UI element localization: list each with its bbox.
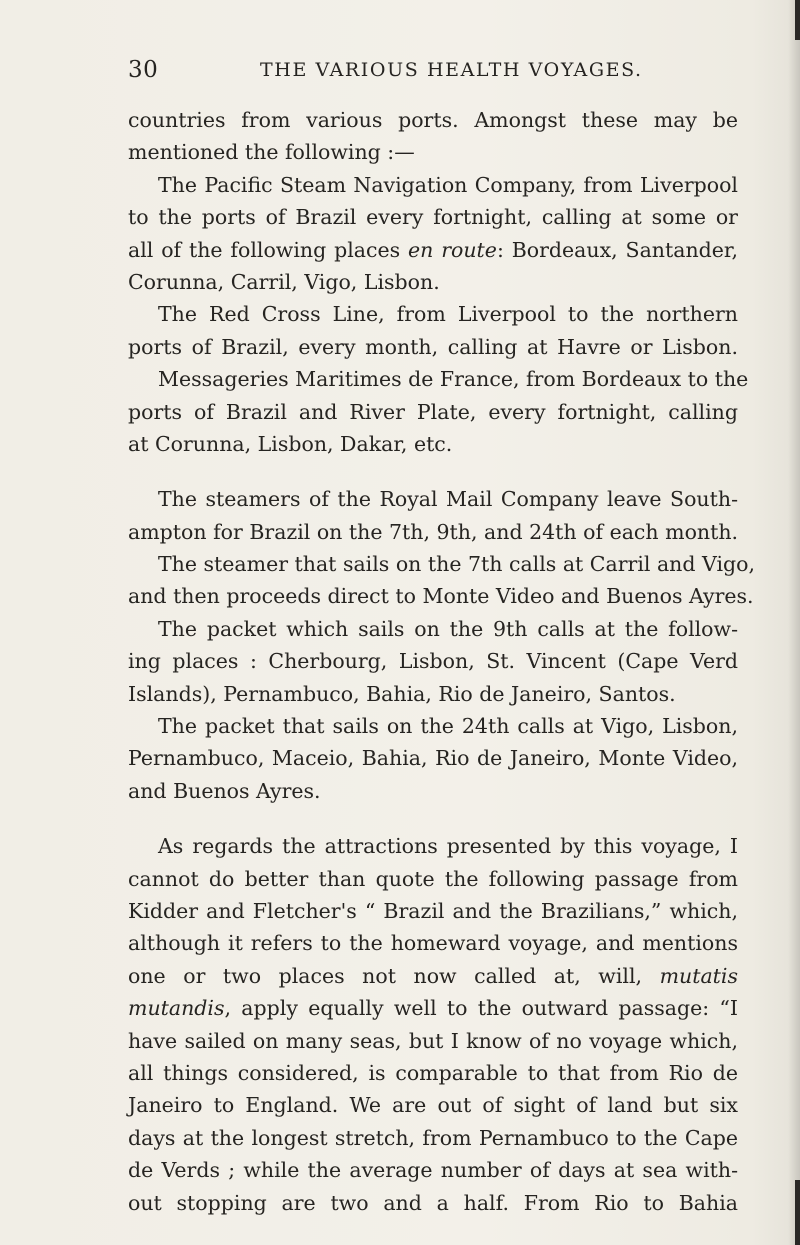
text-line: Kidder and Fletcher's “ Brazil and the Brazilians,” which, [128, 898, 738, 923]
text-line: although it refers to the homeward voyage, and mentions [128, 931, 738, 956]
text-line: Janeiro to England. We are out of sight of land but six [128, 1093, 738, 1118]
text-run: all of the following places [128, 237, 401, 262]
text-line: ports of Brazil and River Plate, every fortnight, calling [128, 399, 738, 424]
text-line: de Verds ; while the average number of days at sea with- [128, 1158, 738, 1183]
text-line: As regards the attractions presented by this voyage, I [158, 834, 738, 859]
text-line: The steamer that sails on the 7th calls at Carril and Vigo, [158, 552, 755, 577]
italic-phrase: mutatis [659, 963, 738, 988]
text-line [128, 992, 738, 1024]
text-line: out stopping are two and a half. From Rio to Bahia [128, 1190, 738, 1215]
italic-phrase: en route [408, 237, 497, 262]
text-line: The Pacific Steam Navigation Company, from Liverpool [158, 172, 738, 197]
text-line: all things considered, is comparable to that from Rio de [128, 1060, 738, 1085]
page-text [128, 104, 755, 1219]
text-line: mentioned the following :— [128, 140, 415, 165]
italic-phrase: mutandis [128, 996, 225, 1021]
text-line: countries from various ports. Amongst these may be [128, 108, 738, 132]
text-line: and Buenos Ayres. [128, 778, 321, 803]
text-line: cannot do better than quote the following passage from [128, 866, 738, 891]
text-line: The Red Cross Line, from Liverpool to the northern [158, 302, 738, 327]
text-line: Corunna, Carril, Vigo, Lisbon. [128, 269, 440, 294]
paragraph-gap [128, 460, 738, 483]
text-line: Pernambuco, Maceio, Bahia, Rio de Janeiro, Monte Video, [128, 746, 738, 771]
page-edge-mark [795, 1180, 800, 1245]
text-line: The packet which sails on the 9th calls at the follow- [158, 616, 738, 641]
page-edge-mark [795, 0, 800, 40]
text-run: , apply equally well to the outward passage: “I [224, 996, 738, 1021]
text-line [128, 234, 738, 266]
running-title: THE VARIOUS HEALTH VOYAGES. [260, 59, 643, 81]
page-number: 30 [128, 57, 159, 83]
paragraph-gap [128, 807, 738, 830]
text-line: have sailed on many seas, but I know of no voyage which, [128, 1028, 738, 1053]
text-line: days at the longest stretch, from Pernambuco to the Cape [128, 1125, 738, 1150]
text-line: Islands), Pernambuco, Bahia, Rio de Janeiro, Santos. [128, 681, 676, 706]
text-line: ports of Brazil, every month, calling at Havre or Lisbon. [128, 334, 738, 359]
text-line: ing places : Cherbourg, Lisbon, St. Vincent (Cape Verd [128, 649, 738, 674]
text-line [128, 960, 738, 992]
page-edge-shadow [788, 0, 800, 1245]
text-run: one or two places not now called at, will, [128, 963, 643, 988]
text-line: Messageries Maritimes de France, from Bordeaux to the [158, 367, 749, 392]
text-line: The steamers of the Royal Mail Company leave South- [158, 487, 738, 512]
text-line: ampton for Brazil on the 7th, 9th, and 24th of each month. [128, 519, 739, 544]
text-run: : Bordeaux, Santander, [496, 237, 738, 262]
text-line: The packet that sails on the 24th calls at Vigo, Lisbon, [158, 714, 738, 739]
page-header [128, 57, 738, 91]
text-line: and then proceeds direct to Monte Video and Buenos Ayres. [128, 584, 754, 609]
text-line: to the ports of Brazil every fortnight, calling at some or [128, 205, 738, 230]
text-line: at Corunna, Lisbon, Dakar, etc. [128, 431, 453, 456]
